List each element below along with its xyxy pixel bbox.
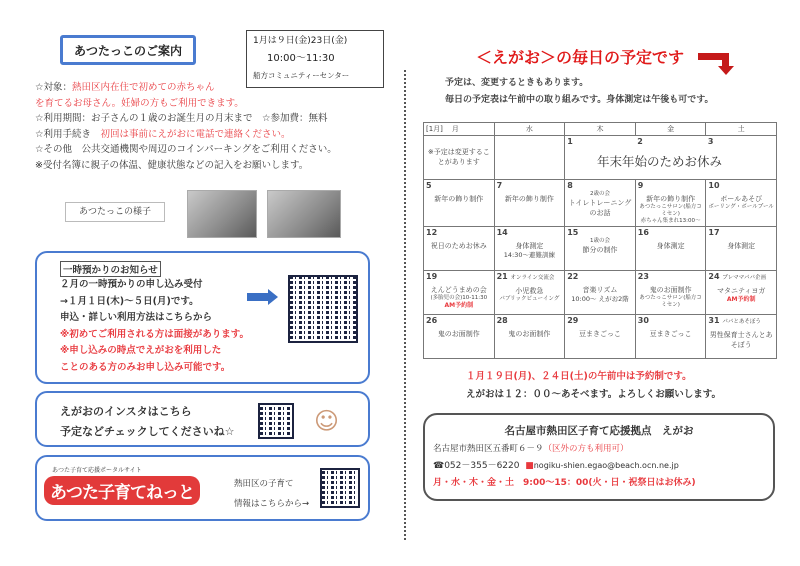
calendar-week: [424, 315, 777, 359]
event-sub: 2歳の会: [589, 191, 610, 197]
info-label: ☆対象：: [35, 82, 73, 93]
guide-title: あつたっこのご案内: [60, 35, 196, 65]
day-number: 26: [426, 316, 438, 325]
right-column: [423, 122, 777, 501]
activity-photo: [187, 190, 257, 238]
day-number: 1: [567, 137, 573, 146]
temp-care-qr-code[interactable]: [288, 275, 358, 343]
event-title: 身体測定: [656, 242, 685, 250]
holiday-banner: 年末年始のためお休み: [597, 154, 723, 169]
portal-text: 情報はこちらから→: [234, 499, 310, 509]
arrow-head-icon: [268, 289, 278, 305]
temp-care-line: ２月の一時預かりの申し込み受付: [60, 279, 203, 290]
day-number: 2: [637, 137, 643, 146]
event-title: 鬼のお面制作: [508, 330, 551, 338]
day-number: 28: [496, 316, 508, 325]
email-link[interactable]: nogiku-shien.egao@beach.ocn.ne.jp: [533, 461, 679, 470]
info-label: ☆利用手続き: [35, 128, 101, 140]
event-title: マタニティヨガ: [716, 287, 766, 295]
event-time: 14:30～避難訓練: [503, 251, 555, 259]
insta-text: 予定などチェックしてくださいね☆: [60, 425, 235, 438]
calendar-cell: [494, 180, 565, 227]
event-title: 鬼のお面制作: [649, 286, 692, 294]
day-number: 19: [426, 272, 438, 281]
arrow-head-icon: [718, 66, 734, 75]
contact-panel: [423, 413, 775, 501]
event-title: 節分の制作: [582, 246, 618, 254]
event-tag: プレママパパ企画: [722, 275, 767, 281]
day-number: 16: [637, 228, 649, 237]
event-title: 男性保育士さんとあそぼう: [709, 331, 773, 349]
calendar-notice: ※予定は変更することがあります: [427, 148, 490, 166]
info-text: ※受付名簿に親子の体温、健康状態などの記入をお願いします。: [35, 159, 309, 171]
phone[interactable]: ☎052－355－6220: [433, 461, 520, 471]
info-text: ☆その他 公共交通機関や周辺のコインパーキングをご利用ください。: [35, 144, 337, 155]
calendar-cell: [424, 136, 495, 180]
calendar-cell: [565, 227, 636, 271]
schedule-time: 10:00～11:30: [267, 53, 335, 64]
calendar-cell: [635, 227, 706, 271]
calendar-cell: [565, 315, 636, 359]
temp-care-note: ことのある方のみお申し込み可能です。: [60, 361, 231, 373]
day-number: 24 プレママパパ企画: [708, 272, 767, 281]
event-title: ボールあそび: [720, 195, 763, 203]
temp-care-note: ※初めてご利用される方は面接があります。: [60, 328, 249, 340]
event-title: 豆まきごっこ: [579, 330, 621, 338]
calendar-cell: [635, 271, 706, 315]
calendar-header-mon: [1月] 月: [424, 123, 495, 136]
day-number: 30: [637, 316, 649, 325]
calendar-cell: [706, 227, 777, 271]
calendar-cell: [424, 315, 495, 359]
calendar-cell: [494, 227, 565, 271]
event-tag: パパとあそぼう: [722, 319, 761, 325]
reservation-note: １月１９日(月)、２４日(土)の午前中は予約制です。: [466, 371, 692, 382]
calendar-cell: [494, 315, 565, 359]
event-sub: あつたっこサロン(船方コミセン): [639, 204, 702, 217]
info-text: 熱田区内在住で初めての赤ちゃん: [72, 82, 215, 93]
calendar-cell: [706, 180, 777, 227]
calendar-cell: [424, 227, 495, 271]
guide-info: [35, 80, 337, 173]
address: 名古屋市熱田区五番町６－９: [433, 444, 544, 454]
temp-care-line: 申込・詳しい利用方法はこちらから: [60, 312, 213, 323]
day-number: 9: [637, 181, 644, 190]
day-number: 29: [567, 316, 579, 325]
insta-qr-code[interactable]: [258, 403, 294, 439]
day-number: 3: [707, 137, 714, 146]
event-title: 新年の飾り制作: [504, 195, 554, 203]
calendar-cell: [706, 315, 777, 359]
event-sub: 赤ちゃん集まれ13:00～: [640, 218, 701, 224]
day-number: 17: [708, 228, 720, 237]
calendar-cell: [635, 180, 706, 227]
day-number: 8: [567, 181, 573, 190]
calendar-cell: [494, 271, 565, 315]
arrow-stem: [722, 53, 729, 67]
opening-hours: 月・水・木・金・土 9:00～15：00(火・日・祝祭日はお休み): [433, 478, 696, 488]
event-title: 身体測定: [515, 242, 544, 250]
photos-label: あつたっこの様子: [65, 202, 165, 222]
fold-divider: [404, 70, 406, 540]
facility-name: 名古屋市熱田区子育て応援拠点 えがお: [504, 425, 694, 437]
event-title: 新年の飾り制作: [434, 195, 484, 203]
portal-text: 熱田区の子育て: [234, 479, 294, 489]
calendar-header: 木: [565, 123, 636, 136]
calendar-cell: [424, 180, 495, 227]
arrow-right-icon: [247, 293, 269, 301]
day-number: 15: [567, 228, 579, 237]
portal-subtitle: あつた子育て応援ポータルサイト: [52, 467, 142, 474]
event-title: 音楽リズム: [582, 286, 618, 294]
day-number: 22: [567, 272, 579, 281]
event-title: 小児救急: [515, 287, 544, 295]
calendar-cell: [706, 271, 777, 315]
mail-icon: ■: [525, 461, 534, 471]
reservation-badge: AM予約制: [726, 296, 756, 303]
portal-logo[interactable]: あつた子育てねっと: [44, 476, 200, 505]
insta-text: えがおのインスタはこちら: [60, 405, 192, 418]
activity-photo: [267, 190, 341, 238]
schedule-place: 船方コミュニティーセンター: [253, 71, 350, 80]
day-number: 7: [496, 181, 503, 190]
portal-qr-code[interactable]: [320, 468, 360, 508]
event-title: 鬼のお面制作: [437, 330, 480, 338]
calendar-cell: [494, 136, 565, 180]
event-title: トイレトレーニングのお話: [568, 199, 632, 217]
event-sub: パブリックビューイング: [499, 296, 560, 302]
day-number: 10: [708, 181, 720, 190]
open-note: えがおは１２：００～あそべます。よろしくお願いします。: [466, 389, 721, 400]
day-number: 21 オンライン交流会: [496, 272, 555, 281]
day-number: 12: [426, 228, 438, 237]
temp-care-note: ※申し込みの時点でえがおを利用した: [60, 345, 222, 356]
event-title: 新年の飾り制作: [646, 195, 696, 203]
event-time: 10:00～ えがお2階: [571, 295, 629, 303]
temp-care-line: →１月１日(木)～５日(月)です。: [60, 295, 199, 307]
calendar-cell: [635, 315, 706, 359]
event-sub: あつたっこサロン(船方コミセン): [639, 295, 702, 308]
smiley-faces-icon: ☺: [314, 407, 340, 435]
temp-care-heading: 一時預かりのお知らせ: [60, 261, 161, 277]
event-title: えんどうまめの会: [430, 286, 487, 294]
event-sub: 1歳の会: [589, 238, 610, 244]
event-sub: (多胎児の会)10-11:30: [430, 295, 488, 301]
day-number: 5: [426, 181, 432, 190]
info-text: ☆利用期間：お子さんの１歳のお誕生月の月末まで ☆参加費：無料: [35, 113, 328, 124]
event-tag: オンライン交流会: [510, 275, 555, 281]
calendar-header: 水: [494, 123, 565, 136]
calendar-header: 金: [635, 123, 706, 136]
day-number: 23: [637, 272, 649, 281]
calendar-cell: [565, 271, 636, 315]
address-note: （区外の方も利用可）: [543, 444, 629, 454]
reservation-badge: AM予約制: [444, 302, 474, 309]
calendar-cell: [565, 180, 636, 227]
info-text: 初回は事前にえがおに電話で連絡ください。: [100, 128, 291, 140]
schedule-note: 毎日の予定表は午前中の取り組みです。身体測定は午後も可です。: [445, 95, 714, 105]
event-title: 祝日のためお休み: [430, 242, 487, 250]
info-text: を育てるお母さん。妊婦の方もご利用できます。: [35, 97, 244, 109]
day-number: 14: [496, 228, 508, 237]
calendar-cell: [424, 271, 495, 315]
schedule-title: ＜えがお＞の毎日の予定です: [476, 48, 685, 67]
event-sub: ボーリング・ボールプール: [708, 204, 774, 210]
schedule-note: 予定は、変更するときもあります。: [445, 78, 589, 88]
schedule-dates: 1月は９日(金)23日(金): [253, 36, 348, 46]
calendar-header: 土: [706, 123, 777, 136]
calendar-week: [424, 271, 777, 315]
event-title: 身体測定: [727, 242, 756, 250]
day-number: 31 パパとあそぼう: [708, 316, 761, 325]
event-title: 豆まきごっこ: [649, 330, 692, 338]
calendar-week: [424, 227, 777, 271]
calendar-week: [424, 180, 777, 227]
